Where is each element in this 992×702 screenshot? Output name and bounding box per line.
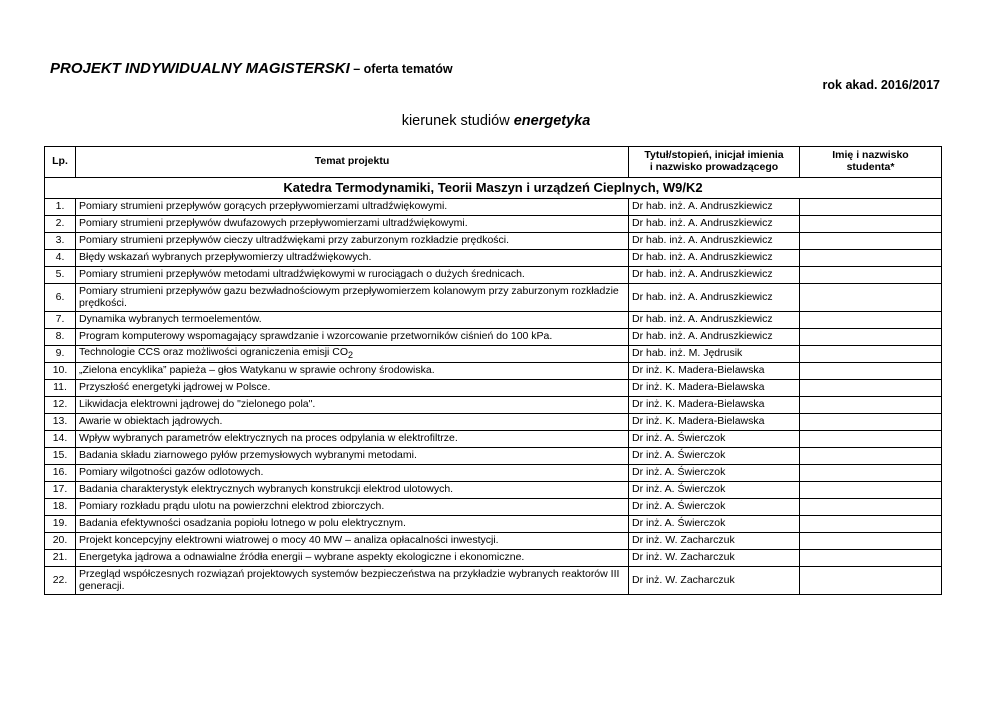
section-row	[45, 178, 942, 199]
row-lp: 6.	[45, 284, 76, 312]
row-lp: 13.	[45, 414, 76, 431]
row-topic: Program komputerowy wspomagający sprawdzanie i wzorcowanie przetworników ciśnień do 100 kPa.	[76, 329, 629, 346]
table-row	[45, 346, 942, 363]
row-supervisor: Dr inż. K. Madera-Bielawska	[629, 414, 800, 431]
row-supervisor: Dr hab. inż. A. Andruszkiewicz	[629, 199, 800, 216]
row-student	[800, 233, 942, 250]
row-supervisor: Dr hab. inż. M. Jędrusik	[629, 346, 800, 363]
row-topic: Pomiary rozkładu prądu ulotu na powierzchni elektrod zbiorczych.	[76, 499, 629, 516]
section-title: Katedra Termodynamiki, Teorii Maszyn i urządzeń Cieplnych, W9/K2	[45, 178, 942, 199]
col-header-supervisor-line2: i nazwisko prowadzącego	[649, 161, 779, 173]
table-row	[45, 250, 942, 267]
row-lp: 3.	[45, 233, 76, 250]
row-topic: Badania efektywności osadzania popiołu lotnego w polu elektrycznym.	[76, 516, 629, 533]
row-supervisor: Dr inż. A. Świerczok	[629, 516, 800, 533]
academic-year: rok akad. 2016/2017	[822, 78, 940, 92]
field-of-study	[0, 113, 992, 129]
table-row	[45, 199, 942, 216]
col-header-supervisor	[629, 147, 800, 178]
document-title	[50, 60, 453, 77]
table-row	[45, 482, 942, 499]
co2-subscript: 2	[348, 350, 354, 361]
topics-table	[44, 146, 942, 595]
title-main: PROJEKT INDYWIDUALNY MAGISTERSKI	[50, 60, 350, 77]
row-topic: Przyszłość energetyki jądrowej w Polsce.	[76, 380, 629, 397]
row-student	[800, 414, 942, 431]
row-supervisor: Dr inż. A. Świerczok	[629, 431, 800, 448]
table-row	[45, 516, 942, 533]
row-student	[800, 448, 942, 465]
table-row	[45, 329, 942, 346]
row-student	[800, 250, 942, 267]
row-student	[800, 267, 942, 284]
table-row	[45, 533, 942, 550]
row-topic: Badania charakterystyk elektrycznych wybranych konstrukcji elektrod ulotowych.	[76, 482, 629, 499]
row-lp: 10.	[45, 363, 76, 380]
row-lp: 14.	[45, 431, 76, 448]
row-student	[800, 465, 942, 482]
table-row	[45, 312, 942, 329]
row-supervisor: Dr hab. inż. A. Andruszkiewicz	[629, 329, 800, 346]
table-row	[45, 216, 942, 233]
table-row	[45, 567, 942, 595]
row-student	[800, 431, 942, 448]
table-row	[45, 550, 942, 567]
row-topic: Projekt koncepcyjny elektrowni wiatrowej o mocy 40 MW – analiza opłacalności inwestycji.	[76, 533, 629, 550]
row-topic: Badania składu ziarnowego pyłów przemysłowych wybranymi metodami.	[76, 448, 629, 465]
row-supervisor: Dr inż. A. Świerczok	[629, 448, 800, 465]
col-header-student-line2: studenta*	[846, 161, 895, 173]
row-topic: Pomiary strumieni przepływów dwufazowych przepływomierzami ultradźwiękowymi.	[76, 216, 629, 233]
row-topic: Pomiary strumieni przepływów metodami ultradźwiękowymi w rurociągach o dużych średnicach.	[76, 267, 629, 284]
row-supervisor: Dr inż. W. Zacharczuk	[629, 567, 800, 595]
row-topic: Pomiary wilgotności gazów odlotowych.	[76, 465, 629, 482]
row-student	[800, 533, 942, 550]
row-supervisor: Dr hab. inż. A. Andruszkiewicz	[629, 267, 800, 284]
row-supervisor: Dr inż. K. Madera-Bielawska	[629, 380, 800, 397]
row-lp: 9.	[45, 346, 76, 363]
row-lp: 12.	[45, 397, 76, 414]
row-topic: Pomiary strumieni przepływów gorących przepływomierzami ultradźwiękowymi.	[76, 199, 629, 216]
row-topic: Błędy wskazań wybranych przepływomierzy ultradźwiękowych.	[76, 250, 629, 267]
row-lp: 8.	[45, 329, 76, 346]
row-lp: 17.	[45, 482, 76, 499]
row-student	[800, 380, 942, 397]
row-supervisor: Dr inż. W. Zacharczuk	[629, 550, 800, 567]
row-lp: 1.	[45, 199, 76, 216]
row-supervisor: Dr inż. A. Świerczok	[629, 499, 800, 516]
row-supervisor: Dr hab. inż. A. Andruszkiewicz	[629, 250, 800, 267]
row-supervisor: Dr hab. inż. A. Andruszkiewicz	[629, 312, 800, 329]
row-topic-text: Technologie CCS oraz możliwości ograniczenia emisji CO	[79, 346, 349, 359]
row-supervisor: Dr inż. W. Zacharczuk	[629, 533, 800, 550]
row-supervisor: Dr hab. inż. A. Andruszkiewicz	[629, 216, 800, 233]
row-lp: 19.	[45, 516, 76, 533]
row-lp: 20.	[45, 533, 76, 550]
table-row	[45, 363, 942, 380]
title-suffix: – oferta tematów	[349, 62, 453, 76]
row-student	[800, 216, 942, 233]
row-topic	[76, 346, 629, 363]
row-supervisor: Dr inż. K. Madera-Bielawska	[629, 397, 800, 414]
row-supervisor: Dr inż. A. Świerczok	[629, 482, 800, 499]
row-lp: 15.	[45, 448, 76, 465]
row-student	[800, 516, 942, 533]
table-row	[45, 465, 942, 482]
col-header-student-line1: Imię i nazwisko	[832, 149, 909, 162]
table-row	[45, 431, 942, 448]
col-header-supervisor-line1: Tytuł/stopień, inicjał imienia	[644, 149, 784, 162]
row-supervisor: Dr hab. inż. A. Andruszkiewicz	[629, 284, 800, 312]
table-row	[45, 397, 942, 414]
row-lp: 11.	[45, 380, 76, 397]
row-student	[800, 199, 942, 216]
field-label: kierunek studiów	[401, 113, 514, 129]
row-student	[800, 482, 942, 499]
row-lp: 21.	[45, 550, 76, 567]
row-student	[800, 363, 942, 380]
col-header-lp: Lp.	[45, 147, 76, 178]
table-row	[45, 284, 942, 312]
row-topic: Przegląd współczesnych rozwiązań projektowych systemów bezpieczeństwa na przykładzie wybranych reaktorów III generacji.	[76, 567, 629, 595]
row-topic: Pomiary strumieni przepływów cieczy ultradźwiękami przy zaburzonym rozkładzie prędkości.	[76, 233, 629, 250]
col-header-student	[800, 147, 942, 178]
row-supervisor: Dr hab. inż. A. Andruszkiewicz	[629, 233, 800, 250]
row-student	[800, 346, 942, 363]
row-topic: Likwidacja elektrowni jądrowej do "zielonego pola".	[76, 397, 629, 414]
row-supervisor: Dr inż. A. Świerczok	[629, 465, 800, 482]
row-lp: 5.	[45, 267, 76, 284]
row-lp: 4.	[45, 250, 76, 267]
row-topic: Awarie w obiektach jądrowych.	[76, 414, 629, 431]
table-row	[45, 499, 942, 516]
row-student	[800, 397, 942, 414]
table-row	[45, 380, 942, 397]
row-student	[800, 550, 942, 567]
row-topic: „Zielona encyklika” papieża – głos Watykanu w sprawie ochrony środowiska.	[76, 363, 629, 380]
row-student	[800, 567, 942, 595]
table-row	[45, 414, 942, 431]
row-topic: Pomiary strumieni przepływów gazu bezwładnościowym przepływomierzem kolanowym przy zaburzonym rozkładzie prędkości.	[76, 284, 629, 312]
row-student	[800, 312, 942, 329]
row-topic: Dynamika wybranych termoelementów.	[76, 312, 629, 329]
col-header-topic: Temat projektu	[76, 147, 629, 178]
row-lp: 18.	[45, 499, 76, 516]
table-row	[45, 267, 942, 284]
row-student	[800, 329, 942, 346]
row-supervisor: Dr inż. K. Madera-Bielawska	[629, 363, 800, 380]
row-lp: 7.	[45, 312, 76, 329]
field-value: energetyka	[513, 113, 591, 129]
row-student	[800, 499, 942, 516]
table-row	[45, 233, 942, 250]
row-lp: 16.	[45, 465, 76, 482]
row-lp: 2.	[45, 216, 76, 233]
row-topic: Energetyka jądrowa a odnawialne źródła energii – wybrane aspekty ekologiczne i ekonomiczne.	[76, 550, 629, 567]
table-row	[45, 448, 942, 465]
row-lp: 22.	[45, 567, 76, 595]
table-header-row	[45, 147, 942, 178]
row-student	[800, 284, 942, 312]
row-topic: Wpływ wybranych parametrów elektrycznych na proces odpylania w elektrofiltrze.	[76, 431, 629, 448]
